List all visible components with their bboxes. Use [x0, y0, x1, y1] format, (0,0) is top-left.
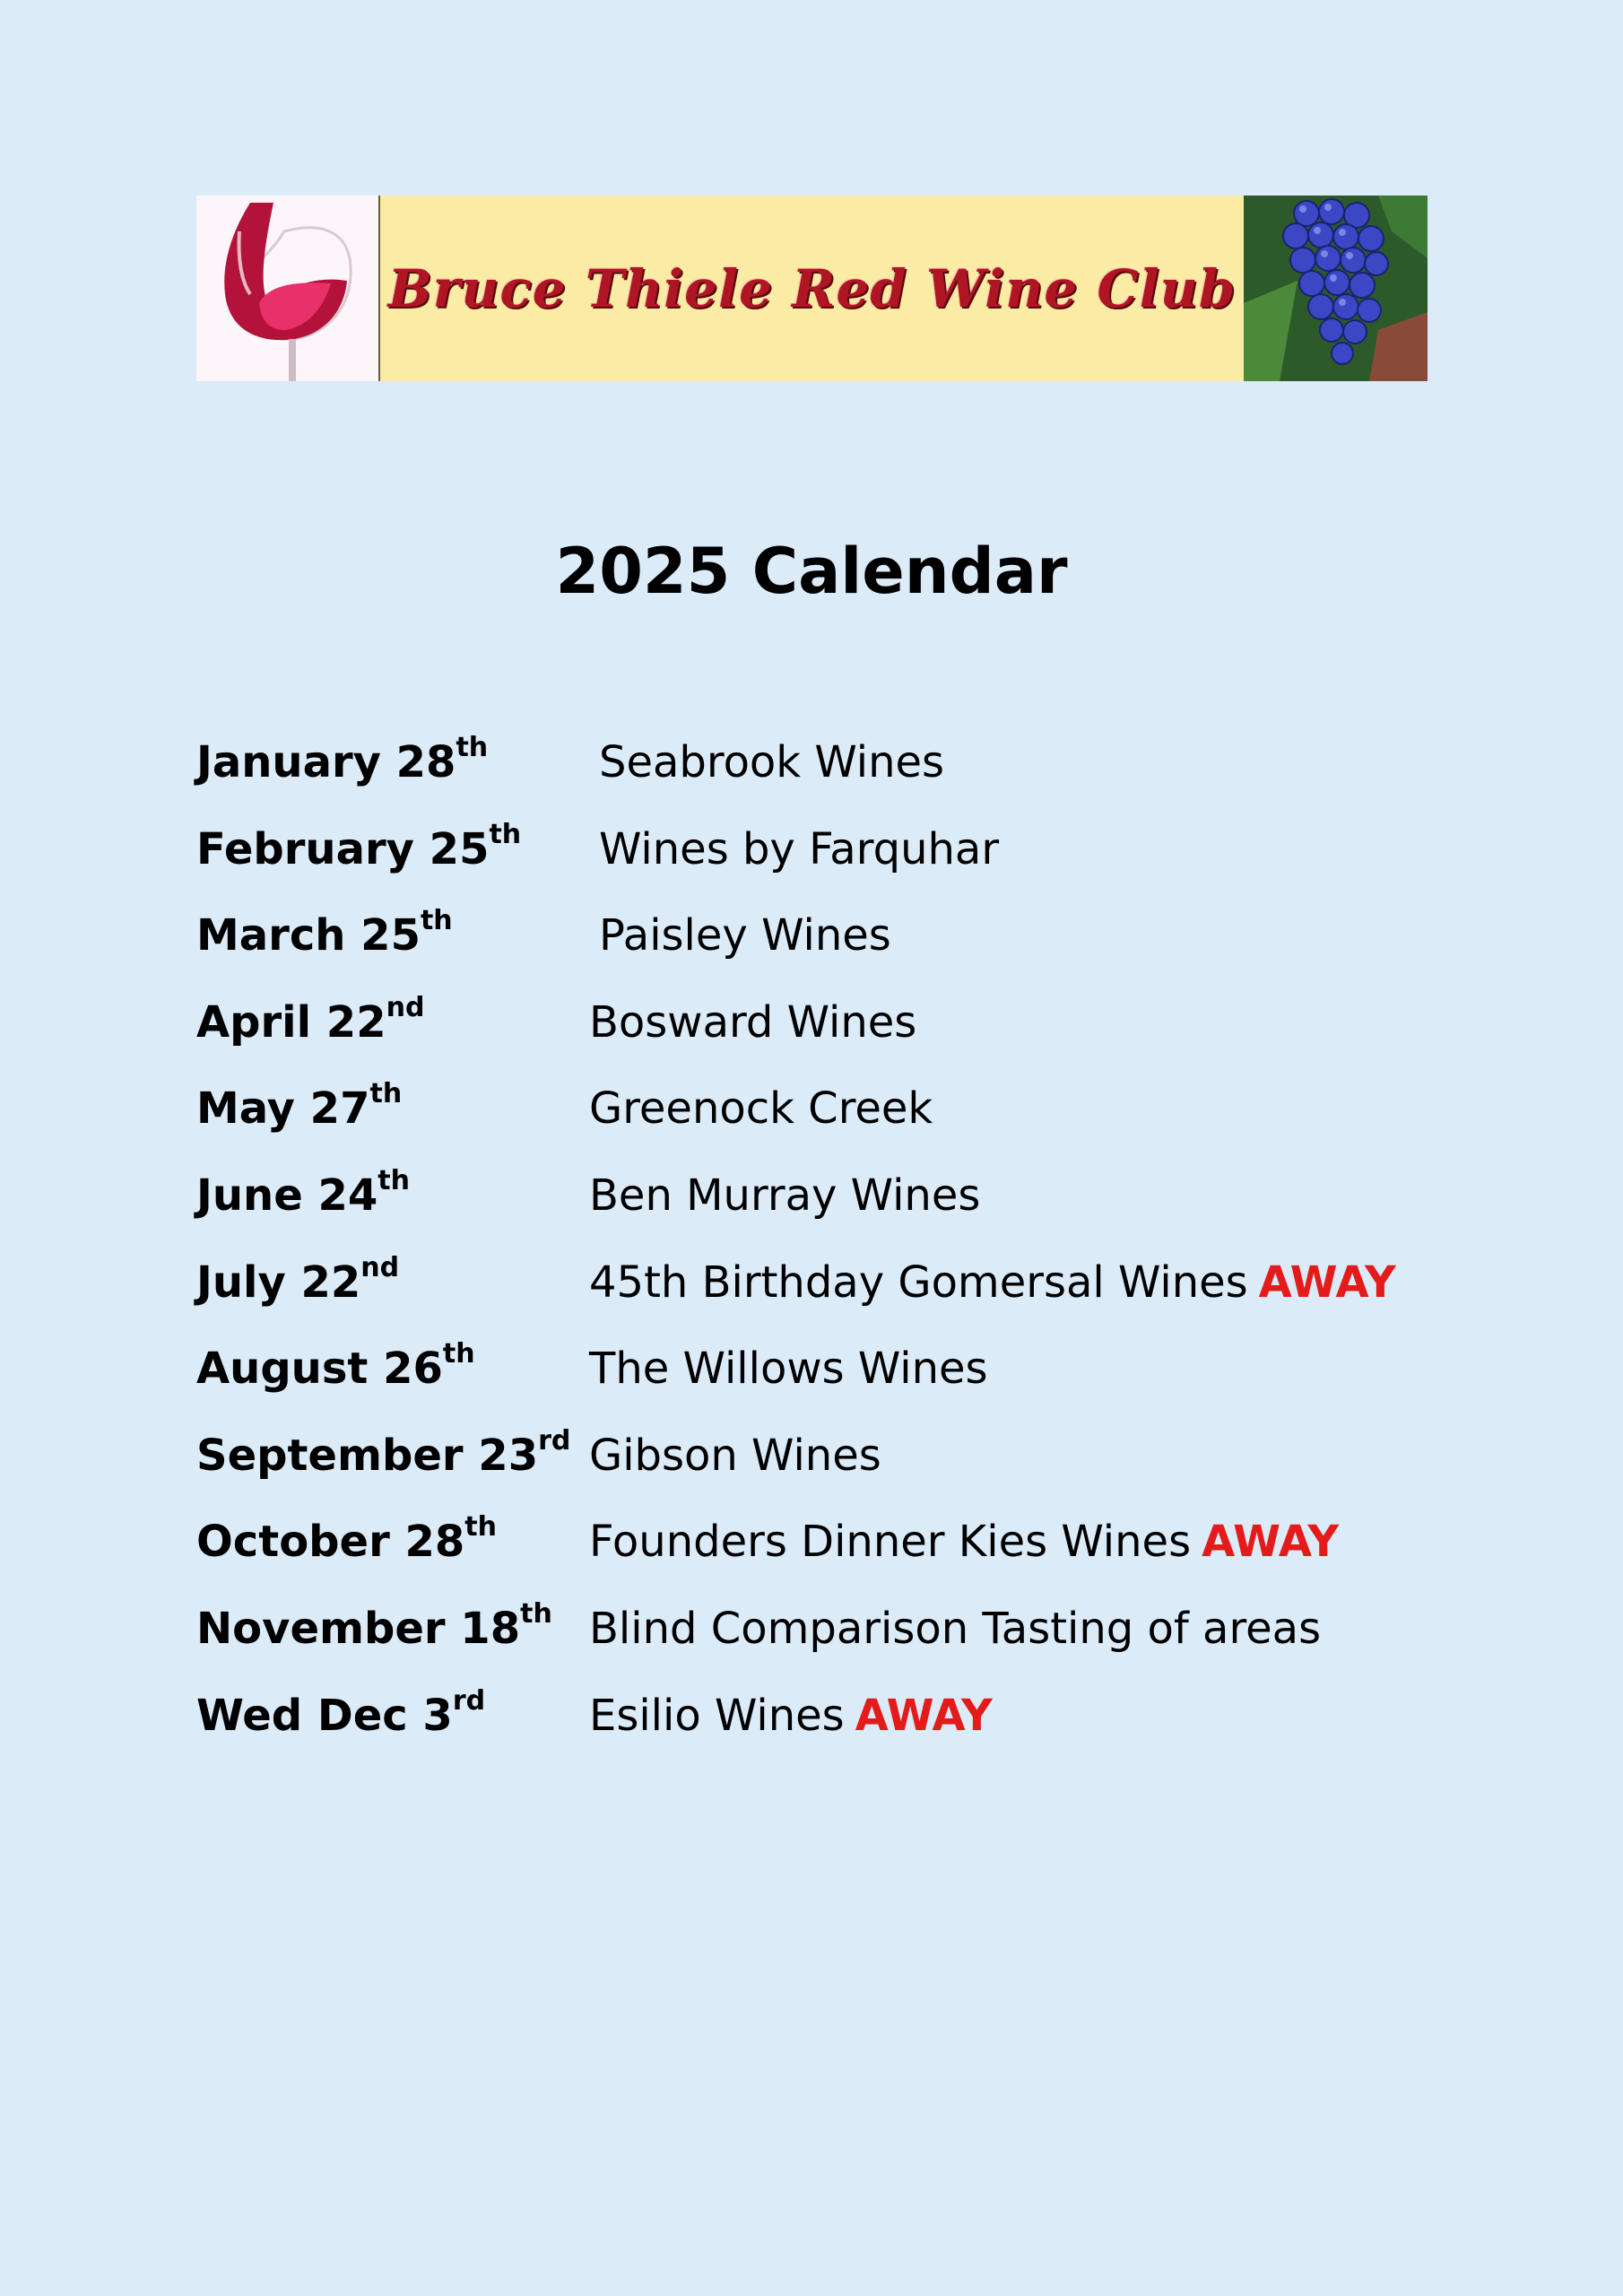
event-description	[589, 1065, 933, 1152]
date-ordinal-suffix: th	[420, 905, 453, 937]
calendar-row	[196, 1586, 1452, 1673]
event-name: Ben Murray Wines	[589, 1170, 981, 1221]
event-date	[196, 892, 453, 978]
event-date	[196, 1499, 497, 1585]
calendar-row	[196, 1326, 1452, 1413]
date-ordinal-suffix: nd	[386, 991, 425, 1023]
event-date	[196, 979, 424, 1065]
calendar-row	[196, 1152, 1452, 1239]
event-name: Greenock Creek	[589, 1083, 933, 1135]
event-name: Seabrook Wines	[599, 737, 945, 787]
event-date-text: Wed Dec 3	[196, 1690, 453, 1741]
event-date	[196, 1065, 402, 1152]
calendar-row	[196, 892, 1452, 979]
event-description	[589, 1413, 881, 1499]
event-description	[589, 1499, 1339, 1585]
event-description	[589, 1152, 980, 1239]
event-date	[196, 806, 521, 892]
calendar-row	[196, 806, 1452, 893]
event-name: Gibson Wines	[589, 1430, 881, 1481]
event-name: Founders Dinner Kies Wines	[589, 1517, 1192, 1568]
date-ordinal-suffix: th	[520, 1597, 552, 1630]
event-date-text: March 25	[196, 910, 421, 961]
calendar-row	[196, 979, 1452, 1066]
club-name: Bruce Thiele Red Wine Club	[387, 257, 1237, 319]
event-date-text: August 26	[196, 1344, 443, 1395]
calendar-row	[196, 1499, 1452, 1586]
away-badge: AWAY	[855, 1690, 993, 1741]
event-date	[196, 1152, 410, 1239]
event-date-text: January 28	[196, 737, 456, 787]
grapes-icon	[1244, 196, 1428, 381]
date-ordinal-suffix: rd	[538, 1424, 571, 1457]
date-ordinal-suffix: th	[378, 1164, 410, 1196]
calendar-row	[196, 1239, 1452, 1326]
event-date-text: September 23	[196, 1430, 539, 1481]
club-banner	[196, 196, 1428, 381]
event-description	[589, 1586, 1321, 1672]
date-ordinal-suffix: th	[489, 818, 522, 850]
calendar-row	[196, 1413, 1452, 1500]
event-name: Esilio Wines	[589, 1690, 845, 1741]
date-ordinal-suffix: th	[456, 732, 489, 763]
event-name: Wines by Farquhar	[599, 823, 1000, 874]
event-date-text: April 22	[196, 996, 386, 1048]
event-date-text: May 27	[196, 1083, 370, 1135]
event-date	[196, 1586, 552, 1672]
away-badge: AWAY	[1258, 1257, 1396, 1308]
event-date	[196, 1239, 399, 1326]
event-name: Bosward Wines	[589, 996, 917, 1048]
event-date-text: February 25	[196, 823, 490, 874]
event-date	[196, 719, 488, 805]
date-ordinal-suffix: th	[442, 1338, 475, 1370]
event-description	[589, 1326, 988, 1412]
event-description	[589, 1673, 993, 1759]
event-date-text: June 24	[196, 1170, 378, 1221]
away-badge: AWAY	[1202, 1517, 1340, 1568]
calendar-row	[196, 719, 1452, 806]
date-ordinal-suffix: nd	[360, 1251, 400, 1283]
date-ordinal-suffix: th	[369, 1078, 403, 1110]
page-title: 2025 Calendar	[555, 535, 1068, 608]
calendar-list	[196, 719, 1452, 1759]
event-date-text: July 22	[196, 1257, 361, 1308]
event-date	[196, 1413, 570, 1499]
event-date	[196, 1326, 475, 1412]
date-ordinal-suffix: th	[464, 1511, 497, 1544]
event-description	[589, 1239, 1396, 1326]
event-description	[599, 892, 891, 978]
wine-glass-icon	[196, 196, 380, 381]
event-name: The Willows Wines	[589, 1344, 988, 1395]
calendar-row	[196, 1673, 1452, 1760]
event-description	[589, 979, 916, 1065]
event-name: Paisley Wines	[599, 910, 891, 961]
event-name: 45th Birthday Gomersal Wines	[589, 1257, 1248, 1308]
date-ordinal-suffix: rd	[452, 1684, 486, 1717]
event-description	[599, 719, 944, 805]
calendar-row	[196, 1065, 1452, 1152]
event-date	[196, 1673, 485, 1759]
event-date-text: October 28	[196, 1517, 465, 1568]
event-date-text: November 18	[196, 1603, 521, 1654]
event-description	[599, 806, 999, 892]
event-name: Blind Comparison Tasting of areas	[589, 1603, 1322, 1654]
